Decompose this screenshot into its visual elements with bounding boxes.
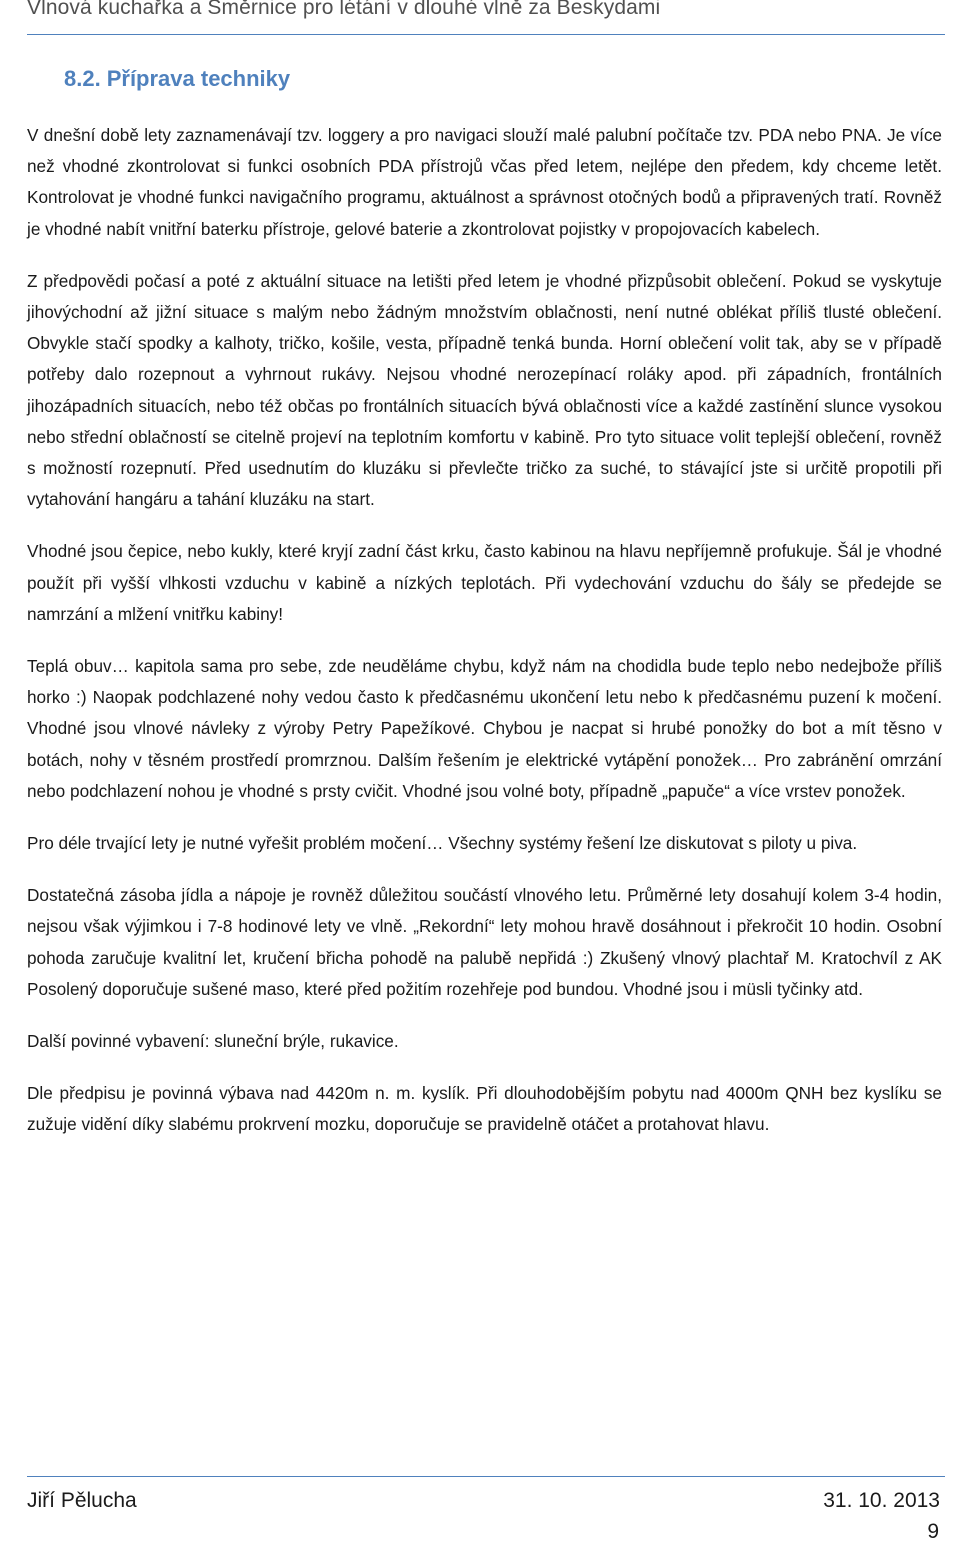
running-header: Vlnová kuchařka a Směrnice pro létání v dlouhé vlně za Beskydami (27, 0, 661, 19)
paragraph-headwear: Vhodné jsou čepice, nebo kukly, které kryjí zadní část krku, často kabinou na hlavu nepříjemně profukuje. Šál je vhodné použít při vyšší vlhkosti vzduchu v kabině a nízkých teplotách. Při vydechování vzduchu do šály se předejde se namrzání a mlžení vnitřku kabiny! (27, 541, 942, 624)
paragraph-pda: V dnešní době lety zaznamenávají tzv. loggery a pro navigaci slouží malé palubní počítače tzv. PDA nebo PNA. Je více než vhodné zkontrolovat si funkci osobních PDA přístrojů včas před letem, nejlépe den předem, kdy chceme letět. Kontrolovat je vhodné funkci navigačního programu, aktuálnost a správnost otočných bodů a připravených tratí. Rovněž je vhodné nabít vnitřní baterku přístroje, gelové baterie a zkontrolovat pojistky v propojovacích kabelech. (27, 125, 942, 239)
paragraph-urination: Pro déle trvající lety je nutné vyřešit problém močení… Všechny systémy řešení lze diskutovat s piloty u piva. (27, 833, 858, 854)
body-text (27, 120, 942, 1162)
header-divider (27, 34, 945, 35)
page-number: 9 (927, 1520, 939, 1543)
footer-date: 31. 10. 2013 (823, 1489, 940, 1512)
paragraph-clothing: Z předpovědi počasí a poté z aktuální situace na letišti před letem je vhodné přizpůsobit oblečení. Pokud se vyskytuje jihovýchodní až jižní situace s malým nebo žádným množstvím oblačnosti, není nutné oblékat příliš tlusté oblečení. Obvykle stačí spodky a kalhoty, tričko, košile, vesta, případně tenká bunda. Horní oblečení volit tak, aby se v případě potřeby dalo rozepnout a vyhrnout rukávy. Nejsou vhodné nerozepínací roláky apod. při západních, frontálních jihozápadních situacích, nebo též občas po frontálních situacích bývá oblačnosti více a každé zastínění slunce vysokou nebo střední oblačností se citelně projeví na teplotním komfortu v kabině. Pro tyto situace volit teplejší oblečení, rovněž s možností rozepnutí. Před usednutím do kluzáku si převlečte tričko za suché, to stávající jste si určitě propotili při vytahování hangáru a tahání kluzáku na start. (27, 270, 942, 510)
section-title: Příprava techniky (106, 66, 291, 91)
footer-author: Jiří Pělucha (27, 1489, 137, 1512)
paragraph-footwear: Teplá obuv… kapitola sama pro sebe, zde neuděláme chybu, když nám na chodidla bude teplo nebo nedejbože příliš horko :) Naopak podchlazené nohy vedou často k předčasnému ukončení letu nebo k předčasnému puzení k močení. Vhodné jsou vlnové návleky z výroby Petry Papežíkové. Chybou je nacpat si hrubé ponožky do bot a mít těsno v botách, nohy v těsném prostředí promrznou. Dalším řešením je elektrické vytápění ponožek… Pro zabránění omrzání nebo podchlazení nohou je vhodné s prsty cvičit. Vhodné jsou volné boty, případně „papuče“ a více vrstev ponožek. (27, 656, 942, 801)
paragraph-oxygen: Dle předpisu je povinná výbava nad 4420m n. m. kyslík. Při dlouhodobějším pobytu nad 4000m QNH bez kyslíku se zužuje vidění díky slabému prokrvení mozku, doporučuje se pravidelně otáčet a protahovat hlavu. (27, 1083, 942, 1135)
footer-divider (27, 1476, 945, 1477)
section-number: 8.2. (64, 66, 101, 91)
section-heading (64, 66, 290, 92)
paragraph-equipment: Další povinné vybavení: sluneční brýle, rukavice. (27, 1031, 399, 1052)
paragraph-food: Dostatečná zásoba jídla a nápoje je rovněž důležitou součástí vlnového letu. Průměrné lety dosahují kolem 3-4 hodin, nejsou však výjimkou i 7-8 hodinové lety ve vlně. „Rekordní“ lety mohou hravě dosáhnout i překročit 10 hodin. Osobní pohoda zaručuje kvalitní let, kručení břicha pohodě na palubě nepřidá :) Zkušený vlnový plachtař M. Kratochvíl z AK Posolený doporučuje sušené maso, které před požitím rozehřeje pod bundou. Vhodné jsou i müsli tyčinky atd. (27, 885, 942, 999)
